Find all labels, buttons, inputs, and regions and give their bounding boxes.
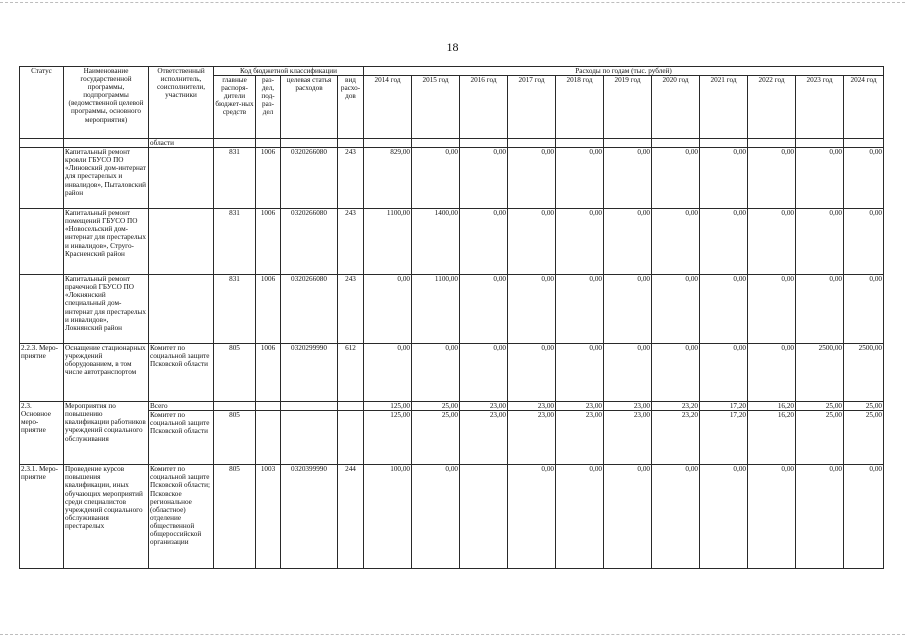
cell-status: 2.3. Основное меро-приятие	[20, 402, 64, 465]
cell-value: 0,00	[508, 344, 556, 402]
header-year: 2014 год	[364, 76, 412, 139]
header-section: раз-дел, под-раз-дел	[256, 76, 281, 139]
cell-grbs: 805	[214, 344, 256, 402]
cell-article	[281, 411, 338, 465]
cell-value: 0,00	[604, 275, 652, 344]
cell-value: 25,00	[844, 411, 884, 465]
cell-value: 0,00	[412, 344, 460, 402]
cell-value: 0,00	[652, 148, 700, 209]
cell-value: 0,00	[460, 148, 508, 209]
cell-status	[20, 209, 64, 275]
cell-value: 0,00	[556, 465, 604, 569]
cell-value: 0,00	[364, 344, 412, 402]
cell-value: 0,00	[460, 209, 508, 275]
cell-value: 0,00	[604, 209, 652, 275]
cell-value: 0,00	[700, 148, 748, 209]
cell-status	[20, 148, 64, 209]
table-row	[20, 344, 884, 402]
cell-executor: Комитет по социальной защите Псковской области; Псковское региональное (областное) отделение общественной общероссийской организации	[149, 465, 214, 569]
cell-status: 2.3.1. Меро-приятие	[20, 465, 64, 569]
cell-value: 0,00	[652, 465, 700, 569]
cell-value: 0,00	[412, 148, 460, 209]
cell-value: 23,00	[460, 411, 508, 465]
cell-section: 1006	[256, 209, 281, 275]
header-year: 2018 год	[556, 76, 604, 139]
cell-value: 0,00	[748, 209, 796, 275]
cell-value: 23,00	[604, 411, 652, 465]
cell-value: 0,00	[508, 275, 556, 344]
cell-value-total: 25,00	[844, 402, 884, 411]
cell-name: Капитальный ремонт кровли ГБУСО ПО «Линовский дом-интернат для престарелых и инвалидов», Пыталовский район	[64, 148, 149, 209]
header-status: Статус	[20, 67, 64, 139]
cell-value: 0,00	[604, 148, 652, 209]
cell-value: 1100,00	[364, 209, 412, 275]
header-executor: Ответственный исполнитель, соисполнители, участники	[149, 67, 214, 139]
header-target-article: целевая статья расходов	[281, 76, 338, 139]
cell-executor-total: Всего	[149, 402, 214, 411]
cell-section: 1006	[256, 344, 281, 402]
cell-value: 0,00	[844, 275, 884, 344]
cell-value-total: 23,00	[556, 402, 604, 411]
continuation-executor: области	[149, 139, 214, 148]
cell-value: 0,00	[844, 209, 884, 275]
cell-value: 0,00	[556, 275, 604, 344]
cell-section: 1006	[256, 275, 281, 344]
cell-value: 17,20	[700, 411, 748, 465]
cell-name: Капитальный ремонт прачечной ГБУСО ПО «Локнянский специальный дом-интернат для престарелых и инвалидов», Локнянский район	[64, 275, 149, 344]
cell-executor: Комитет по социальной защите Псковской области	[149, 411, 214, 465]
cell-value-total: 25,00	[796, 402, 844, 411]
cell-name: Оснащение стационарных учреждений оборудованием, в том числе автотранспортом	[64, 344, 149, 402]
cell-grbs: 831	[214, 275, 256, 344]
cell-value: 0,00	[556, 148, 604, 209]
cell-value: 0,00	[460, 344, 508, 402]
cell-value: 0,00	[748, 465, 796, 569]
cell-status: 2.2.3. Меро-приятие	[20, 344, 64, 402]
scan-edge-top	[0, 0, 905, 3]
cell-grbs: 831	[214, 148, 256, 209]
cell-name: Мероприятия по повышению квалификации работников учреждений социального обслуживания	[64, 402, 149, 465]
header-year: 2024 год	[844, 76, 884, 139]
header-year: 2023 год	[796, 76, 844, 139]
cell-value-total: 25,00	[412, 402, 460, 411]
header-year: 2015 год	[412, 76, 460, 139]
cell-type: 243	[338, 275, 364, 344]
budget-expenses-table	[19, 66, 884, 569]
cell-value	[460, 465, 508, 569]
cell-value: 0,00	[844, 465, 884, 569]
cell-value: 125,00	[364, 411, 412, 465]
header-year: 2019 год	[604, 76, 652, 139]
cell-value: 0,00	[700, 465, 748, 569]
cell-value: 2500,00	[796, 344, 844, 402]
cell-type	[338, 411, 364, 465]
cell-value: 0,00	[796, 275, 844, 344]
table-row	[20, 209, 884, 275]
table-row	[20, 411, 884, 465]
header-year: 2020 год	[652, 76, 700, 139]
cell-value: 0,00	[748, 344, 796, 402]
header-year: 2016 год	[460, 76, 508, 139]
header-expense-type: вид расхо-дов	[338, 76, 364, 139]
cell-value: 25,00	[412, 411, 460, 465]
cell-section: 1006	[256, 148, 281, 209]
cell-value: 0,00	[652, 209, 700, 275]
header-year: 2022 год	[748, 76, 796, 139]
cell-value-total: 125,00	[364, 402, 412, 411]
cell-name: Капитальный ремонт помещений ГБУСО ПО «Новосельский дом-интернат для престарелых и инвалидов», Струго-Красненский район	[64, 209, 149, 275]
cell-value: 1400,00	[412, 209, 460, 275]
cell-value: 0,00	[796, 148, 844, 209]
cell-value-total: 16,20	[748, 402, 796, 411]
cell-value: 23,20	[652, 411, 700, 465]
cell-executor	[149, 209, 214, 275]
cell-article: 0320266080	[281, 148, 338, 209]
cell-value: 25,00	[796, 411, 844, 465]
cell-value: 0,00	[364, 275, 412, 344]
cell-status	[20, 275, 64, 344]
page-number: 18	[446, 40, 459, 54]
cell-value: 23,00	[508, 411, 556, 465]
scan-edge-bottom	[0, 634, 905, 637]
cell-value-total: 23,00	[604, 402, 652, 411]
cell-executor: Комитет по социальной защите Псковской области	[149, 344, 214, 402]
cell-value: 0,00	[556, 209, 604, 275]
header-budget-code-group: Код бюджетной классификации	[214, 67, 364, 76]
cell-value: 0,00	[652, 344, 700, 402]
cell-value: 0,00	[508, 465, 556, 569]
cell-section	[256, 411, 281, 465]
header-program-name: Наименование государственной программы, подпрограммы (ведомственной целевой программы, основного мероприятия)	[64, 67, 149, 139]
cell-article: 0320399990	[281, 465, 338, 569]
cell-value-total: 23,20	[652, 402, 700, 411]
cell-value-total: 23,00	[508, 402, 556, 411]
cell-value: 100,00	[364, 465, 412, 569]
cell-value: 0,00	[652, 275, 700, 344]
cell-value: 0,00	[460, 275, 508, 344]
table-row	[20, 465, 884, 569]
table-row-total	[20, 402, 884, 411]
cell-value: 16,20	[748, 411, 796, 465]
cell-value-total: 17,20	[700, 402, 748, 411]
cell-type: 244	[338, 465, 364, 569]
cell-value: 0,00	[700, 275, 748, 344]
cell-section: 1003	[256, 465, 281, 569]
cell-value: 1100,00	[412, 275, 460, 344]
cell-type: 243	[338, 148, 364, 209]
cell-executor	[149, 148, 214, 209]
header-year: 2021 год	[700, 76, 748, 139]
cell-value: 0,00	[508, 148, 556, 209]
cell-value: 0,00	[556, 344, 604, 402]
cell-value: 0,00	[508, 209, 556, 275]
cell-value-total: 23,00	[460, 402, 508, 411]
header-grbs: главные распоря-дители бюджет-ных средств	[214, 76, 256, 139]
cell-article: 0320266080	[281, 209, 338, 275]
cell-value: 0,00	[604, 344, 652, 402]
table-row	[20, 148, 884, 209]
cell-value: 23,00	[556, 411, 604, 465]
header-year: 2017 год	[508, 76, 556, 139]
cell-name: Проведение курсов повышения квалификации, иных обучающих мероприятий среди специалистов учреждений социального обслуживания престарелых	[64, 465, 149, 569]
cell-type: 612	[338, 344, 364, 402]
header-expenses-group: Расходы по годам (тыс. рублей)	[364, 67, 884, 76]
cell-value: 0,00	[604, 465, 652, 569]
cell-value: 0,00	[748, 275, 796, 344]
cell-grbs: 831	[214, 209, 256, 275]
cell-value: 2500,00	[844, 344, 884, 402]
cell-value: 0,00	[700, 344, 748, 402]
cell-type: 243	[338, 209, 364, 275]
cell-value: 0,00	[700, 209, 748, 275]
cell-value: 0,00	[748, 148, 796, 209]
cell-value: 0,00	[796, 209, 844, 275]
cell-value: 829,00	[364, 148, 412, 209]
cell-executor	[149, 275, 214, 344]
cell-article: 0320266080	[281, 275, 338, 344]
cell-value: 0,00	[796, 465, 844, 569]
continuation-row	[20, 139, 884, 148]
cell-grbs: 805	[214, 465, 256, 569]
cell-value: 0,00	[844, 148, 884, 209]
cell-value: 0,00	[412, 465, 460, 569]
cell-grbs: 805	[214, 411, 256, 465]
table-row	[20, 275, 884, 344]
cell-article: 0320299990	[281, 344, 338, 402]
